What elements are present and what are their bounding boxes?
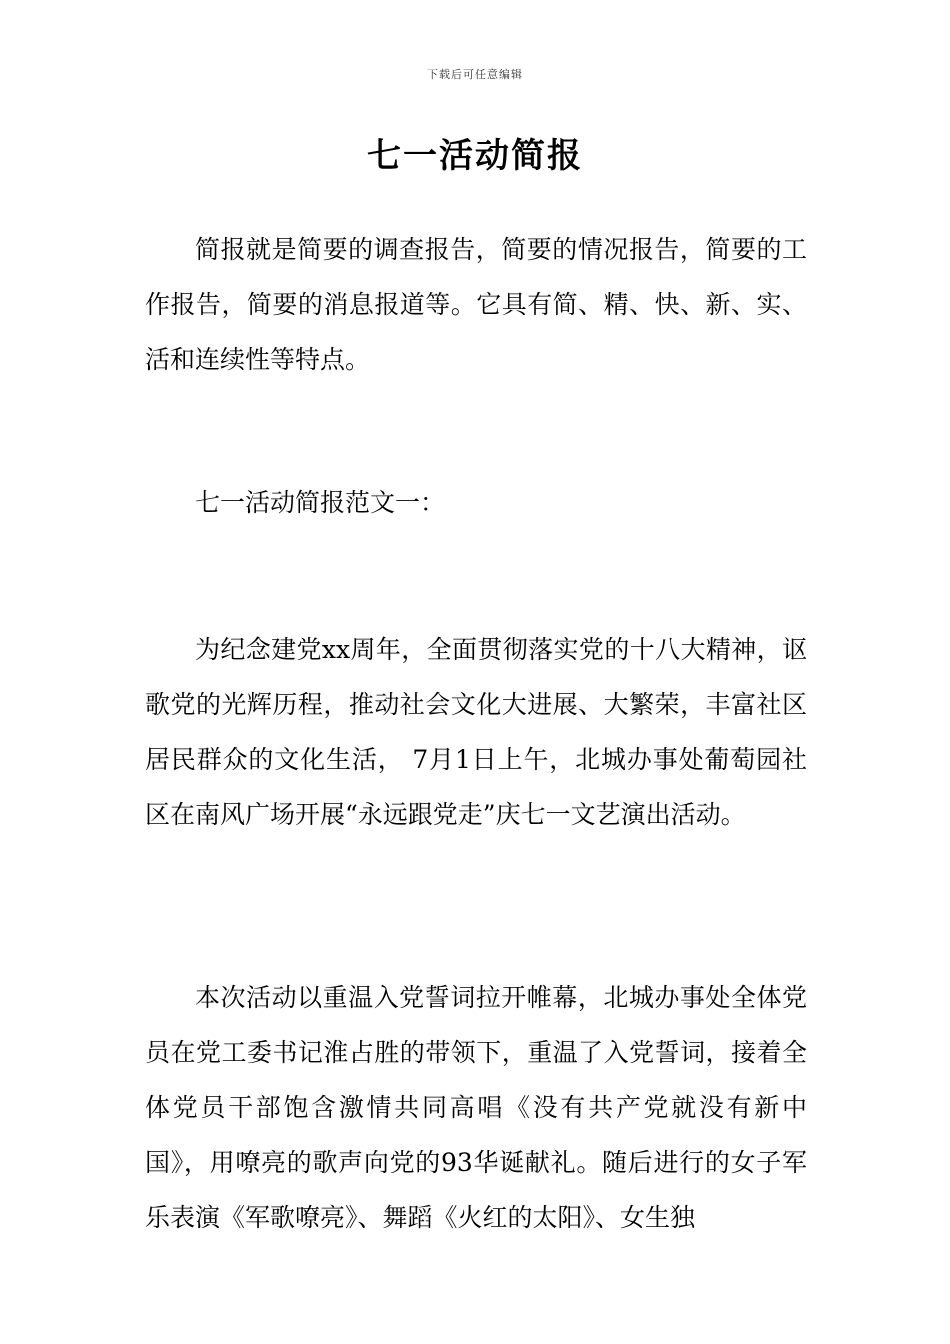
body-paragraph-2: 本次活动以重温入党誓词拉开帷幕，北城办事处全体党员在党工委书记淮占胜的带领下，重温了入党誓词，接着全体党员干部饱含激情共同高唱《没有共产党就没有新中国》，用嘹亮的歌声向党的93华诞献礼。随后进行的女子军乐表演《军歌嘹亮》、舞蹈《火红的太阳》、女生独 xyxy=(145,983,807,1232)
sample-heading: 七一活动简报范文一： xyxy=(195,488,446,517)
body-paragraph-1: 为纪念建党xx周年，全面贯彻落实党的十八大精神，讴歌党的光辉历程，推动社会文化大进展、大繁荣，丰富社区居民群众的文化生活， 7月1日上午，北城办事处葡萄园社区在南风广场开展“永远跟党走”庆七一文艺演出活动。 xyxy=(145,635,807,829)
intro-paragraph: 简报就是简要的调查报告，简要的情况报告，简要的工作报告，简要的消息报道等。它具有简、精、快、新、实、活和连续性等特点。 xyxy=(145,235,807,374)
document-title: 七一活动简报 xyxy=(367,136,583,176)
header-note: 下载后可任意编辑 xyxy=(427,68,523,81)
